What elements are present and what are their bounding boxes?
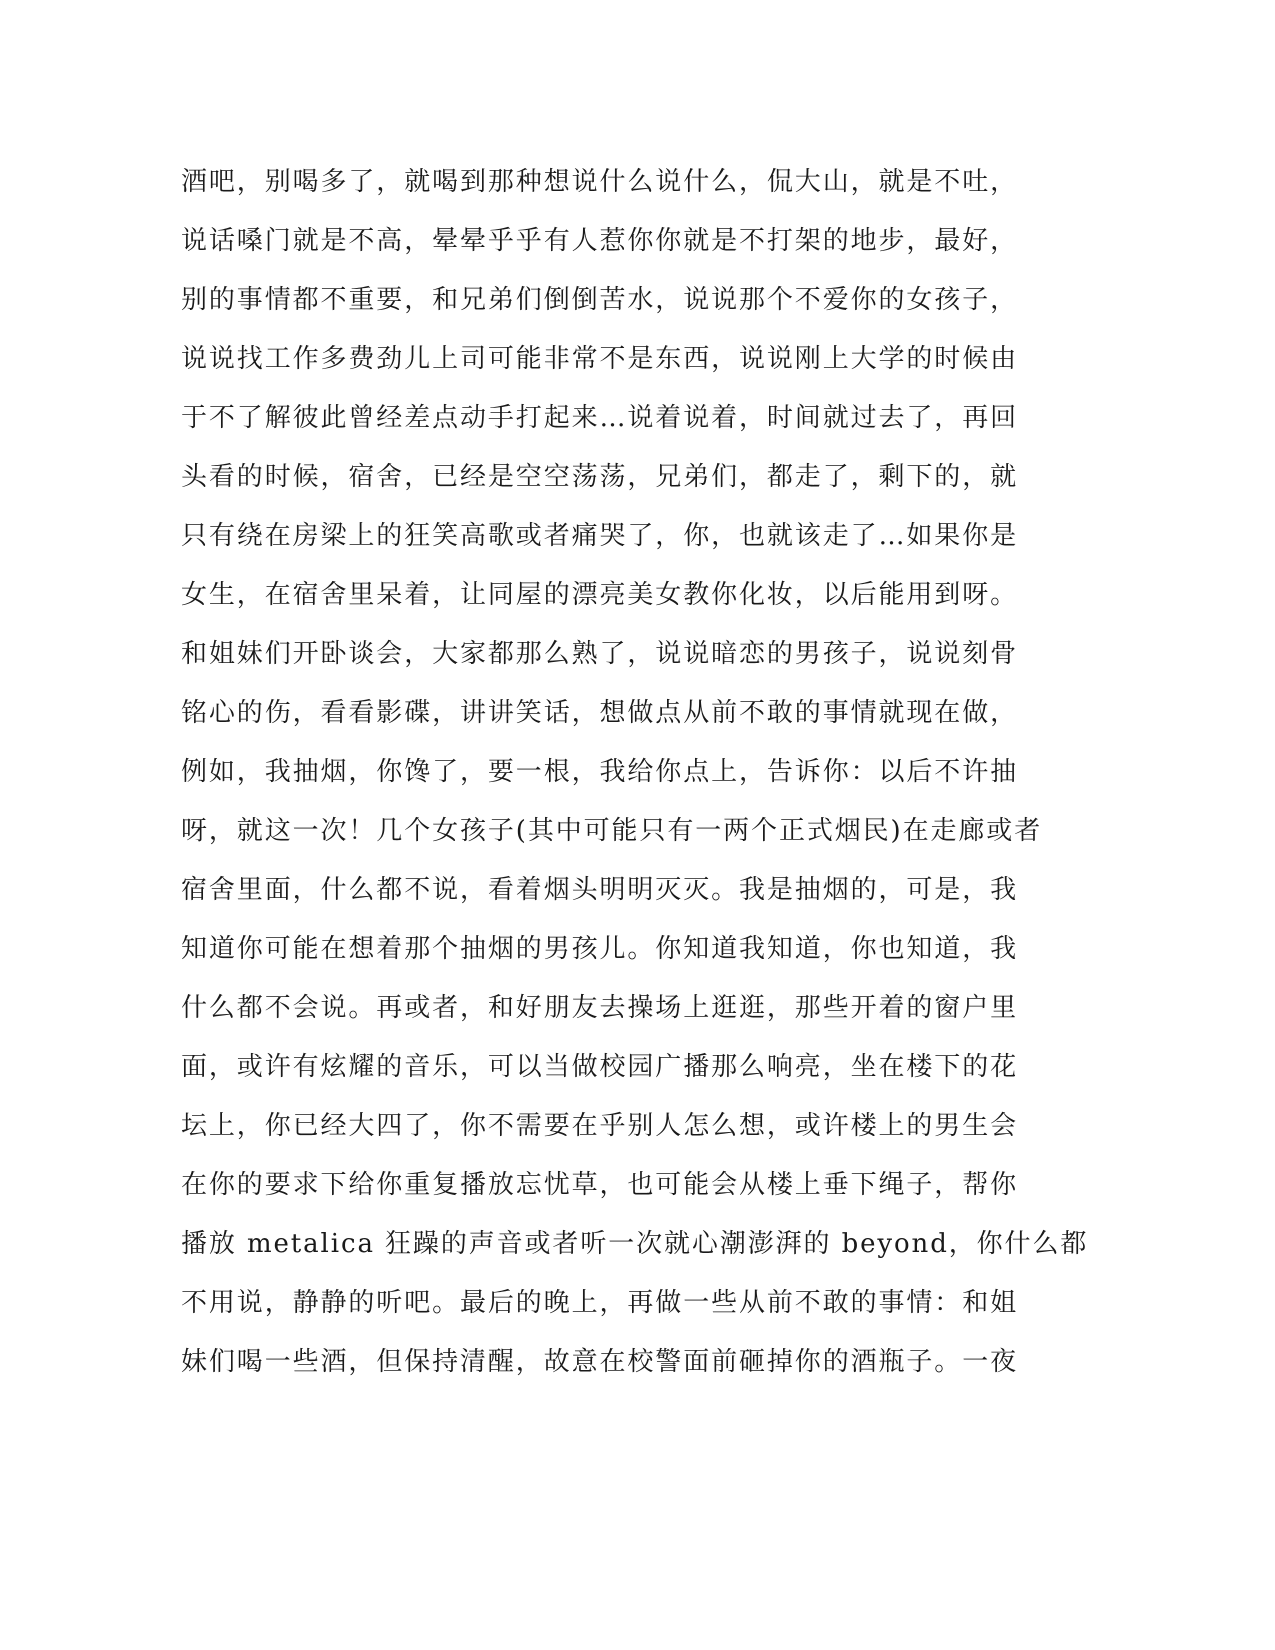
text-line: 坛上，你已经大四了，你不需要在乎别人怎么想，或许楼上的男生会 bbox=[181, 1111, 1019, 1141]
text-line: 知道你可能在想着那个抽烟的男孩儿。你知道我知道，你也知道，我 bbox=[181, 934, 1019, 964]
text-line: 别的事情都不重要，和兄弟们倒倒苦水，说说那个不爱你的女孩子， bbox=[181, 285, 1019, 315]
text-line: 说说找工作多费劲儿上司可能非常不是东西，说说刚上大学的时候由 bbox=[181, 344, 1019, 374]
text-line: 什么都不会说。再或者，和好朋友去操场上逛逛，那些开着的窗户里 bbox=[181, 993, 1019, 1023]
text-line: 不用说，静静的听吧。最后的晚上，再做一些从前不敢的事情：和姐 bbox=[181, 1288, 1019, 1318]
text-line: 妹们喝一些酒，但保持清醒，故意在校警面前砸掉你的酒瓶子。一夜 bbox=[181, 1347, 1019, 1377]
text-line: 播放 metalica 狂躁的声音或者听一次就心潮澎湃的 beyond，你什么都 bbox=[181, 1229, 1089, 1259]
text-line: 和姐妹们开卧谈会，大家都那么熟了，说说暗恋的男孩子，说说刻骨 bbox=[181, 639, 1019, 669]
text-line: 女生，在宿舍里呆着，让同屋的漂亮美女教你化妆，以后能用到呀。 bbox=[181, 580, 1019, 610]
text-line: 呀，就这一次！几个女孩子(其中可能只有一两个正式烟民)在走廊或者 bbox=[181, 816, 1043, 846]
text-line: 说话嗓门就是不高，晕晕乎乎有人惹你你就是不打架的地步，最好， bbox=[181, 226, 1019, 256]
text-line: 酒吧，别喝多了，就喝到那种想说什么说什么，侃大山，就是不吐， bbox=[181, 167, 1019, 197]
text-line: 头看的时候，宿舍，已经是空空荡荡，兄弟们，都走了，剩下的，就 bbox=[181, 462, 1019, 492]
body-text bbox=[181, 157, 1089, 1396]
text-line: 于不了解彼此曾经差点动手打起来…说着说着，时间就过去了，再回 bbox=[181, 403, 1019, 433]
text-line: 面，或许有炫耀的音乐，可以当做校园广播那么响亮，坐在楼下的花 bbox=[181, 1052, 1019, 1082]
text-line: 在你的要求下给你重复播放忘忧草，也可能会从楼上垂下绳子，帮你 bbox=[181, 1170, 1019, 1200]
text-line: 宿舍里面，什么都不说，看着烟头明明灭灭。我是抽烟的，可是，我 bbox=[181, 875, 1019, 905]
text-line: 铭心的伤，看看影碟，讲讲笑话，想做点从前不敢的事情就现在做， bbox=[181, 698, 1019, 728]
text-line: 例如，我抽烟，你馋了，要一根，我给你点上，告诉你：以后不许抽 bbox=[181, 757, 1019, 787]
text-line: 只有绕在房梁上的狂笑高歌或者痛哭了，你，也就该走了…如果你是 bbox=[181, 521, 1019, 551]
